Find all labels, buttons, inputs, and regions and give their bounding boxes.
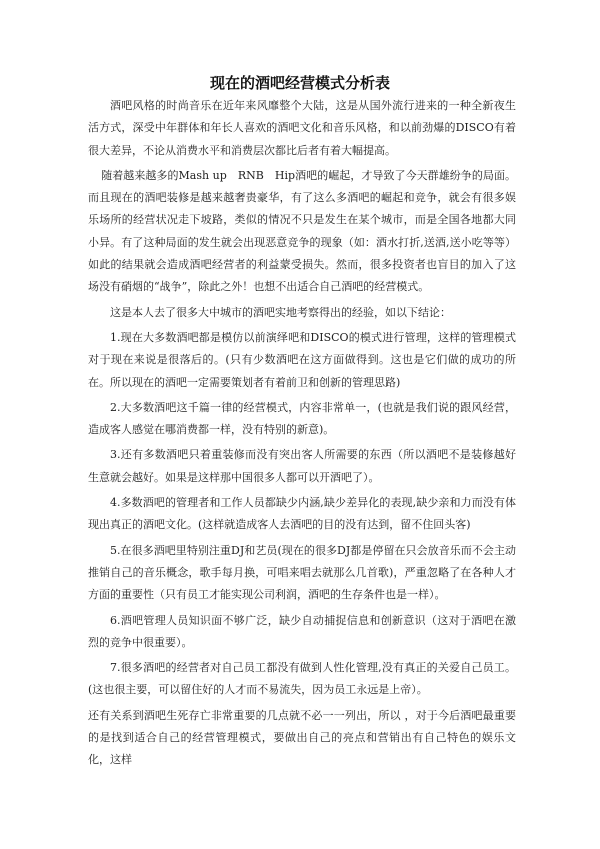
list-item-6: 6.酒吧管理人员知识面不够广泛，缺少自动捕捉信息和创新意识（这对于酒吧在激烈的竞争中很重要）。 — [88, 613, 516, 649]
list-item-7: 7.很多酒吧的经营者对自己员工都没有做到人性化管理,没有真正的关爱自己员工。(这也很主要，可以留住好的人才而不易流失，因为员工永远是上帝）。 — [88, 661, 516, 697]
list-item-4: 4.多数酒吧的管理者和工作人员都缺少内涵,缺少差异化的表现,缺少亲和力而没有体现出真正的酒吧文化。(这样就造成客人去酒吧的目的没有达到，留不住回头客) — [88, 496, 516, 532]
paragraph-competition: 随着越来越多的Mash up RNB Hip酒吧的崛起，才导致了今天群雄纷争的局面。而且现在的酒吧装修是越来越奢贵豪华，有了这么多酒吧的崛起和竞争，就会有很多娱乐场所的经营状况走下坡路，类似的情况不只是发生在某个城市，而是全国各地都大同小异。有了这种局面的发生就会出现恶意竞争的现象（如：酒水打折,送酒,送小吃等等）如此的结果就会造成酒吧经营者的利益蒙受损失。然而，很多投资者也盲目的加入了这场没有硝烟的“战争”，除此之外！也想不出适合自己酒吧的经营模式。 — [88, 168, 516, 294]
list-item-2: 2.大多数酒吧这千篇一律的经营模式，内容非常单一，(也就是我们说的跟风经营，造成客人感觉在哪消费都一样，没有特别的新意)。 — [88, 400, 516, 437]
list-item-3: 3.还有多数酒吧只着重装修而没有突出客人所需要的东西（所以酒吧不是装修越好生意就会越好。如果是这样那中国很多人都可以开酒吧了）。 — [88, 448, 516, 484]
paragraph-closing: 还有关系到酒吧生死存亡非常重要的几点就不必一一列出，所以 ，对于今后酒吧最重要的是找到适合自己的经营管理模式，要做出自己的亮点和营销出有自己特色的娱乐文化，这样 — [88, 708, 516, 767]
document-body — [88, 95, 516, 775]
list-item-1: 1.现在大多数酒吧都是模仿以前演绎吧和DISCO的模式进行管理，这样的管理模式对于现在来说是很落后的。(只有少数酒吧在这方面做得到。这也是它们做的成功的所在。所以现在的酒吧一定需要策划者有着前卫和创新的管理思路) — [88, 330, 516, 389]
list-item-5: 5.在很多酒吧里特别注重DJ和艺员(现在的很多DJ都是停留在只会放音乐而不会主动推销自己的音乐概念，歌手每月换，可唱来唱去就那么几首歌)，严重忽略了在各种人才方面的重要性（只有员工才能实现公司利润，酒吧的生存条件也是一样）。 — [88, 543, 516, 602]
paragraph-conclusion-lead: 这是本人去了很多大中城市的酒吧实地考察得出的经验，如以下结论： — [110, 305, 451, 319]
document-title: 现在的酒吧经营模式分析表 — [209, 74, 390, 92]
paragraph-intro: 酒吧风格的时尚音乐在近年来风靡整个大陆，这是从国外流行进来的一种全新夜生活方式，深受中年群体和年长人喜欢的酒吧文化和音乐风格，和以前劲爆的DISCO有着很大差异，不论从消费水平和消费层次都比后者有着大幅提高。 — [88, 99, 516, 157]
